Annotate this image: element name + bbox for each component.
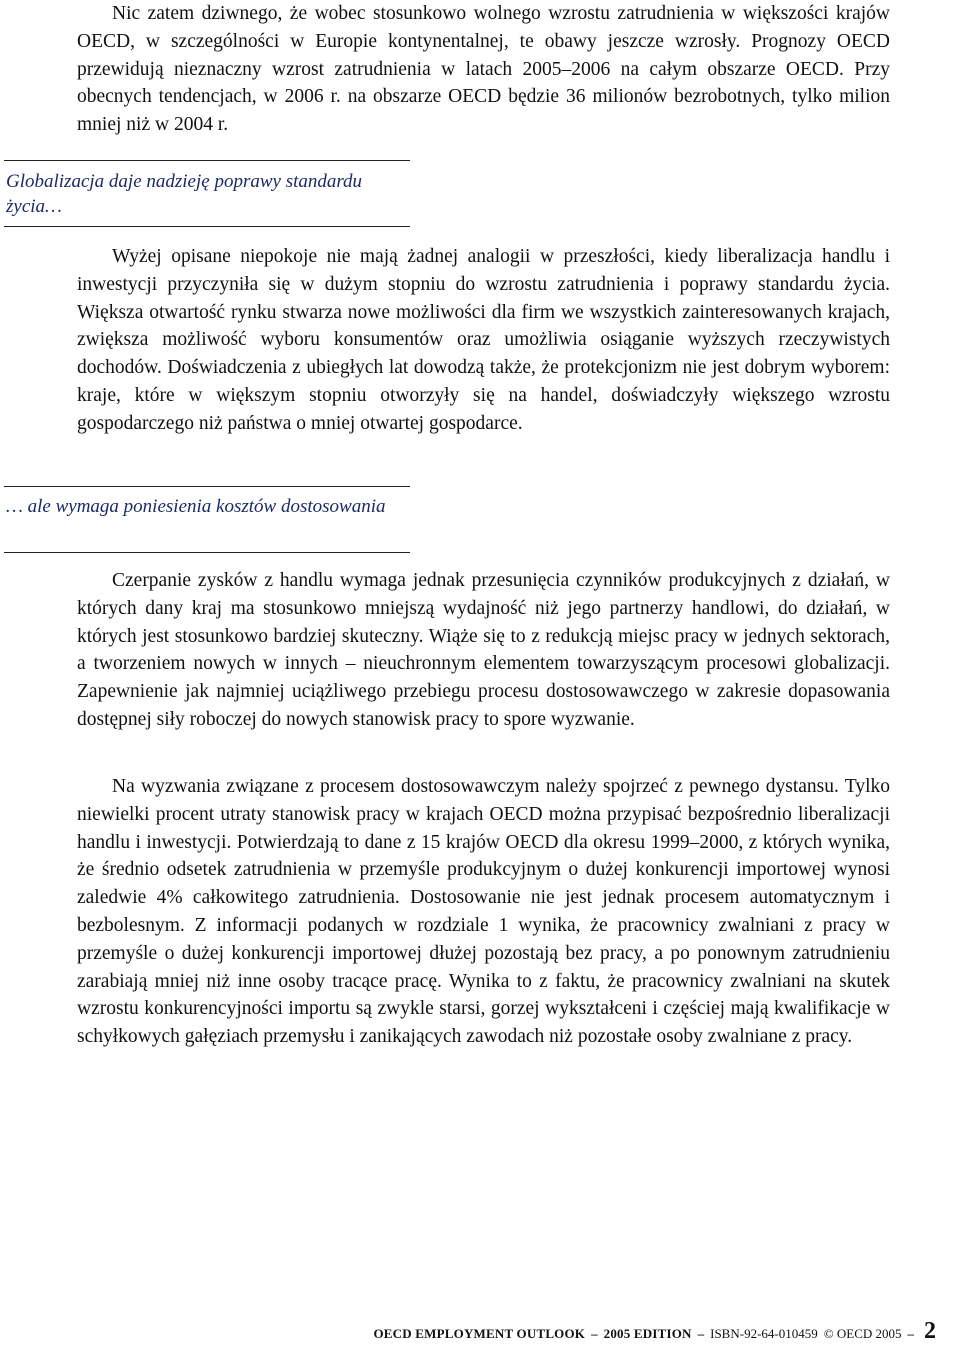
sidehead-rule-top bbox=[4, 160, 410, 161]
paragraph-adjustment-challenges: Na wyzwania związane z procesem dostosowawczym należy spojrzeć z pewnego dystansu. Tylko niewielki procent utraty stanowisk pracy w krajach OECD można przypisać bezpośrednio liberalizacji handlu i inwestycji. Potwierdzają to dane z 15 krajów OECD dla okresu 1999–2000, z których wynika, że średnio odsetek zatrudnienia w przemyśle produkcyjnym o dużej konkurencji importowej wynosi zaledwie 4% całkowitego zatrudnienia. Dostosowanie nie jest jednak procesem automatycznym i bezbolesnym. Z informacji podanych w rozdziale 1 wynika, że pracownicy zwalniani z pracy w przemyśle o dużej konkurencji importowej dłużej pozostają bez pracy, a po ponownym zatrudnieniu zarabiają mniej niż inne osoby tracące pracę. Wynika to z faktu, że pracownicy zwalniani na skutek wzrostu konkurencyjności importu są zwykle starsi, gorzej wykształceni i częściej mają kwalifikacje w schyłkowych gałęziach przemysłu i zanikających zawodach niż pozostałe osoby zwalniane z pracy. bbox=[77, 776, 890, 1048]
footer-copyright: © OECD 2005 bbox=[823, 1326, 902, 1341]
footer-edition: 2005 EDITION bbox=[603, 1326, 692, 1341]
page-number: 2 bbox=[924, 1318, 936, 1344]
sidehead-globalization-hope: Globalizacja daje nadzieję poprawy standardu życia… bbox=[6, 171, 363, 217]
footer-dash: – bbox=[907, 1326, 914, 1341]
footer-publication-title: OECD EMPLOYMENT OUTLOOK bbox=[373, 1326, 586, 1341]
sidehead-rule-bottom bbox=[4, 552, 410, 553]
sidehead-adjustment-costs: … ale wymaga poniesienia kosztów dostosowania bbox=[6, 496, 386, 517]
footer-isbn: ISBN-92-64-010459 bbox=[710, 1326, 818, 1341]
sidehead-rule-bottom bbox=[4, 226, 410, 227]
paragraph-liberalization-benefits: Wyżej opisane niepokoje nie mają żadnej analogii w przeszłości, kiedy liberalizacja handlu i inwestycji przyczyniła się w dużym stopniu do wzrostu zatrudnienia i poprawy standardu życia. Większa otwartość rynku stwarza nowe możliwości dla firm we wszystkich zainteresowanych krajach, zwiększa możliwość wyboru konsumentów oraz umożliwia osiąganie wyższych rzeczywistych dochodów. Doświadczenia z ubiegłych lat dowodzą także, że protekcjonizm nie jest dobrym wyborem: kraje, które w większym stopniu otworzyły się na handel, doświadczyły większego wzrostu gospodarczego niż państwa o mniej otwartej gospodarce. bbox=[77, 246, 890, 434]
footer-dash: – bbox=[697, 1326, 705, 1341]
paragraph-employment-outlook: Nic zatem dziwnego, że wobec stosunkowo wolnego wzrostu zatrudnienia w większości krajów OECD, w szczególności w Europie kontynentalnej, te obawy jeszcze wzrosły. Prognozy OECD przewidują nieznaczny wzrost zatrudnienia w latach 2005–2006 na całym obszarze OECD. Przy obecnych tendencjach, w 2006 r. na obszarze OECD będzie 36 milionów bezrobotnych, tylko milion mniej niż w 2004 r. bbox=[77, 3, 890, 136]
paragraph-gains-from-trade: Czerpanie zysków z handlu wymaga jednak przesunięcia czynników produkcyjnych z działań, w których dany kraj ma stosunkowo mniejszą wydajność niż jego partnerzy handlowi, do działań, w których jest stosunkowo bardziej skuteczny. Wiąże się to z redukcją miejsc pracy w jednych sektorach, a tworzeniem nowych w innych – nieuchronnym elementem towarzyszącym procesowi globalizacji. Zapewnienie jak najmniej uciążliwego przebiegu procesu dostosowawczego w zakresie dopasowania dostępnej siły roboczej do nowych stanowisk pracy to spore wyzwanie. bbox=[77, 570, 890, 730]
page-footer bbox=[373, 1318, 936, 1345]
sidehead-rule-top bbox=[4, 486, 410, 487]
footer-dash: – bbox=[591, 1326, 598, 1341]
